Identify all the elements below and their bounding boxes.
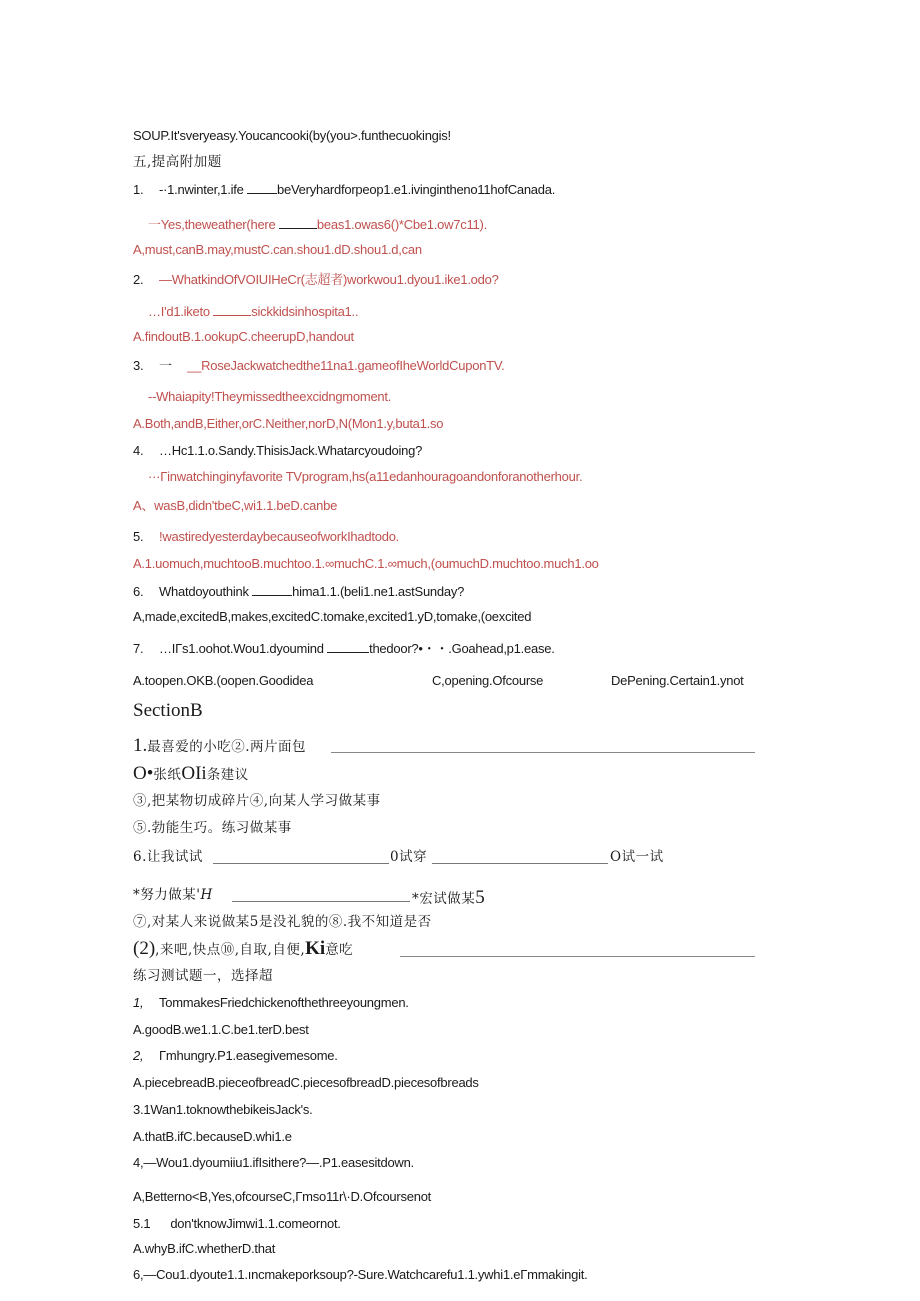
question-3-reply: --Whaiapity!Theymissedtheexcidngmoment.: [148, 389, 392, 404]
question-6: [133, 583, 464, 600]
practice-2-options: A.piecebreadB.pieceofbreadC.piecesofbreadD.piecesofbreads: [133, 1075, 479, 1090]
practice-5-options: A.whyB.ifC.whetherD.that: [133, 1241, 276, 1256]
question-text: 一Yes,theweather(here: [148, 217, 276, 232]
practice-6: 6,—Cou1.dyoute1.1.ıncmakeporksoup?-Sure.Watchcarefu1.1.ywhi1.eΓmmakingit.: [133, 1267, 588, 1282]
vocab-line-1: [133, 735, 306, 757]
question-text: Γmhungry.P1.easegivemesome.: [159, 1048, 338, 1063]
question-3: [133, 358, 504, 374]
vocab-text: *努力做某: [133, 887, 197, 903]
answer-blank: [247, 181, 277, 194]
vocab-number: Ki: [305, 938, 326, 959]
vocab-line-5c: O试一试: [610, 849, 664, 865]
practice-title: 练习测试题一，选择超: [133, 968, 273, 984]
question-text: beas1.owas6()*Cbe1.ow7c11).: [316, 217, 487, 232]
answer-blank: [252, 583, 292, 596]
question-2-options: A.findoutB.1.ookupC.cheerupD,handout: [133, 329, 354, 344]
practice-4-options: A,Betterno<B,Yes,ofcourseC,Γmso11r\·D.Ofcoursenot: [133, 1189, 432, 1204]
vocab-blank: [213, 863, 389, 864]
vocab-line-2: [133, 763, 249, 785]
practice-5: [133, 1216, 341, 1232]
vocab-line-4: ⑤.勃能生巧。练习做某事: [133, 820, 292, 836]
vocab-line-6b: [412, 887, 485, 909]
question-3-options: A.Both,andB,Either,orC.Neither,norD,N(Mon1.y,buta1.so: [133, 416, 444, 431]
question-number: 6.: [133, 584, 144, 599]
vocab-text: 条建议: [206, 767, 249, 783]
question-5-options: A.1.uomuch,muchtooB.muchtoo.1.∞muchC.1.∞much,(oumuchD.muchtoo.much1.oo: [133, 556, 599, 571]
question-text: hima1.1.(beli1.ne1.astSunday?: [292, 584, 465, 599]
question-text: !wastiredyesterdaybecauseofworkIhadtodo.: [159, 529, 400, 544]
question-number: 1.: [133, 182, 144, 197]
question-7-option-a: A.toopen.OKB.(oopen.Goodidea: [133, 673, 314, 688]
section-b-heading: SectionB: [133, 700, 203, 721]
question-number: 3.: [133, 358, 144, 373]
question-number: 5.1: [133, 1216, 151, 1231]
question-text: 一: [159, 358, 172, 373]
vocab-line-5b: 0试穿: [390, 849, 428, 865]
vocab-number: (2): [133, 938, 156, 959]
vocab-number: 5: [475, 887, 485, 908]
question-1-options: A,must,canB.may,mustC.can.shou1.dD.shou1.d,can: [133, 242, 422, 257]
vocab-text: 意吃: [325, 942, 354, 958]
vocab-text: 6.让我试试: [133, 849, 203, 865]
vocab-line-8-blank: [400, 956, 755, 957]
question-text: TommakesFriedchickenofthethreeyoungmen.: [159, 995, 409, 1010]
vocab-text: ,来吧,快点⑩,自取,自便,: [155, 942, 306, 958]
question-1-reply: [148, 216, 487, 233]
answer-blank: [279, 216, 317, 229]
vocab-text: 张纸: [153, 767, 182, 783]
practice-2: [133, 1048, 338, 1064]
vocab-text: *宏试做某: [412, 891, 476, 907]
vocab-number: 1.: [133, 735, 148, 756]
question-text: sickkidsinhospita1..: [251, 304, 359, 319]
question-number: 5.: [133, 529, 144, 544]
vocab-text: 最喜爱的小吃②.两片面包: [147, 739, 307, 755]
question-7: [133, 640, 555, 657]
question-text: Whatdoyouthink: [159, 584, 249, 599]
answer-blank: [327, 640, 369, 653]
question-4: [133, 443, 422, 459]
question-2: [133, 272, 499, 288]
question-4-options: A、wasB,didn'tbeC,wi1.1.beD.canbe: [133, 498, 338, 513]
practice-1: [133, 995, 409, 1011]
question-number: 7.: [133, 641, 144, 656]
practice-1-options: A.goodB.we1.1.C.be1.terD.best: [133, 1022, 309, 1037]
question-text: …Hc1.1.o.Sandy.ThisisJack.Whatarcyoudoing?: [159, 443, 423, 458]
question-5: [133, 529, 399, 545]
vocab-line-5: [133, 849, 203, 865]
practice-3: 3.1Wan1.toknowthebikeisJack's.: [133, 1102, 313, 1117]
question-6-options: A,made,excitedB,makes,excitedC.tomake,excited1.yD,tomake,(oexcited: [133, 609, 532, 624]
question-number: 2,: [133, 1048, 144, 1063]
question-text: …I'd1.iketo: [148, 304, 210, 319]
question-text: __RoseJackwatchedthe11na1.gameofIheWorldCuponTV.: [187, 358, 505, 373]
vocab-line-8: [133, 938, 353, 960]
vocab-line-1-blank: [331, 752, 755, 753]
question-text: —WhatkindOfVOIUIHeCr(志超者)workwou1.dyou1.ike1.odo?: [159, 272, 499, 287]
vocab-blank: [232, 901, 410, 902]
question-number: 4.: [133, 443, 144, 458]
question-4-reply: ···Γinwatchinginyfavorite TVprogram,hs(a11edanhouragoandonforanotherhour.: [148, 469, 583, 484]
answer-blank: [213, 303, 251, 316]
intro-line: SOUP.It'sveryeasy.Youcancooki(by(you>.funthecuokingis!: [133, 128, 451, 143]
vocab-text: 'H: [196, 887, 213, 903]
question-text: don'tknowJimwi1.1.comeornot.: [170, 1216, 341, 1231]
question-number: 2.: [133, 272, 144, 287]
question-1: [133, 181, 555, 198]
vocab-number: O•: [133, 763, 154, 784]
vocab-blank: [432, 863, 608, 864]
vocab-number: OIi: [181, 763, 207, 784]
question-text: …IΓs1.oohot.Wou1.dyoumind: [159, 641, 324, 656]
question-7-option-d: DePening.Certain1.ynot: [611, 673, 744, 688]
question-2-reply: [148, 303, 358, 320]
question-number: 1,: [133, 995, 144, 1010]
question-text: -·1.nwinter,1.ife: [159, 182, 244, 197]
question-text: thedoor?•・・.Goahead,p1.ease.: [369, 641, 555, 656]
vocab-line-6: [133, 887, 213, 903]
practice-3-options: A.thatB.ifC.becauseD.whi1.e: [133, 1129, 292, 1144]
practice-4: 4,—Wou1.dyoumiiu1.ifIsithere?—.P1.easesitdown.: [133, 1155, 414, 1170]
question-7-option-c: C,opening.Ofcourse: [432, 673, 544, 688]
vocab-line-7: ⑦,对某人来说做某5是没礼貌的⑧.我不知道是否: [133, 914, 432, 930]
vocab-line-3: ③,把某物切成碎片④,向某人学习做某事: [133, 793, 381, 809]
section5-title: 五,提高附加题: [133, 154, 222, 170]
question-text: beVeryhardforpeop1.e1.ivingintheno11hofCanada.: [277, 182, 556, 197]
